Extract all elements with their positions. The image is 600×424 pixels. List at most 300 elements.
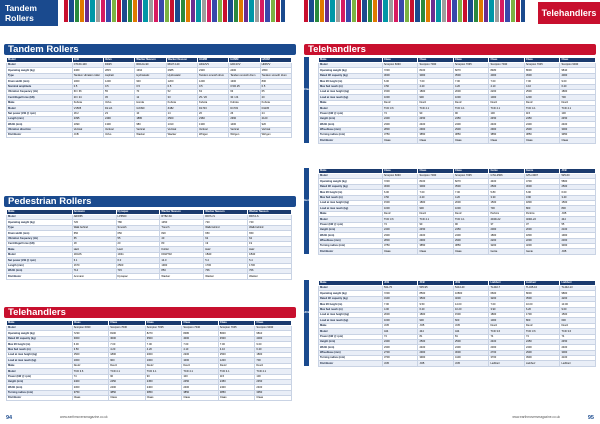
category-tab xyxy=(90,0,94,22)
table-cell: Hatz xyxy=(116,247,160,252)
category-tab xyxy=(421,0,425,22)
table-cell: Genie xyxy=(489,249,525,254)
row-label: Load at max height (kg) xyxy=(319,312,383,317)
table-cell: Claas xyxy=(418,249,454,254)
row-label: Max fwd reach (m) xyxy=(319,195,383,200)
table-cell: 2120 xyxy=(260,116,291,121)
telehandlers-table-1 xyxy=(318,57,596,144)
table-header-cell: Genie xyxy=(524,169,560,174)
row-label: Wheelbase (mm) xyxy=(319,350,383,355)
table-cell: 1000 xyxy=(382,95,418,100)
row-label: Load at max reach (kg) xyxy=(319,206,383,211)
row-label: Load at max height (kg) xyxy=(319,200,383,205)
table-cell: 70 xyxy=(135,89,166,94)
row-label: Operating weight (kg) xyxy=(319,291,383,296)
table-cell: 2450 xyxy=(453,116,489,121)
category-tab xyxy=(128,0,132,22)
table-cell: 52 xyxy=(166,89,197,94)
table-header-cell: Liebherr xyxy=(489,281,525,286)
table-cell: 540-140 xyxy=(453,286,489,291)
table-header-cell: HAMM xyxy=(198,58,229,63)
table-cell: 2400 xyxy=(453,122,489,127)
table-cell: GX390 xyxy=(135,106,166,111)
table-cell: 2450 xyxy=(255,379,292,384)
table-header-label: Model xyxy=(7,58,73,63)
table-cell: 3.90 xyxy=(524,195,560,200)
table-cell: 3700 xyxy=(489,356,525,361)
table-cell: 4.20 xyxy=(453,84,489,89)
table-cell: 74 xyxy=(382,222,418,227)
table-cell: 4.10 xyxy=(218,347,255,352)
row-label: Turning radius (mm) xyxy=(7,390,73,395)
category-tab xyxy=(405,0,409,22)
row-label: Distributor xyxy=(319,361,383,366)
table-cell: 2450 xyxy=(218,379,255,384)
table-header-label: Make xyxy=(319,169,383,174)
table-cell: 2900 xyxy=(524,350,560,355)
table-cell: 2400 xyxy=(418,233,454,238)
category-tab xyxy=(474,0,478,22)
table-cell: Scorpion 7030 xyxy=(418,174,454,179)
table-cell: 706 xyxy=(204,268,248,273)
table-cell: Hatz xyxy=(72,247,116,252)
category-tab xyxy=(212,0,216,22)
table-cell: 1800 xyxy=(489,312,525,317)
category-tab xyxy=(186,0,190,22)
table-cell: 6.00 xyxy=(560,190,596,195)
row-label: Model xyxy=(7,326,73,331)
table-cell: 3500 xyxy=(418,296,454,301)
table-cell: Genie xyxy=(524,249,560,254)
table-cell: 3000 xyxy=(382,184,418,189)
table-cell: 5.4 xyxy=(204,258,248,263)
row-label: Height (mm) xyxy=(319,227,383,232)
table-cell: 9.00 xyxy=(560,307,596,312)
table-cell: 2000 xyxy=(453,200,489,205)
table-cell: 13.00 xyxy=(560,302,596,307)
category-tab xyxy=(442,0,446,22)
row-label: Type xyxy=(7,73,73,78)
table-cell: 0.5/0.25 xyxy=(229,84,260,89)
category-tab xyxy=(357,0,361,22)
table-cell: 2450 xyxy=(418,227,454,232)
table-header-cell: JCB xyxy=(560,169,596,174)
table-cell: Wacker xyxy=(135,133,166,138)
table-cell: 3300 xyxy=(560,244,596,249)
table-cell: Scorpion 6030 xyxy=(382,174,418,179)
table-cell: 1300 xyxy=(229,79,260,84)
table-cell: Trench xyxy=(160,225,204,230)
table-cell: 1000 xyxy=(182,358,219,363)
table-cell: 6.20 xyxy=(255,347,292,352)
table-cell: 2400 xyxy=(109,385,146,390)
table-cell: Deutz xyxy=(72,363,109,368)
table-cell: 2400 xyxy=(382,227,418,232)
table-cell: 2000 xyxy=(145,352,182,357)
table-cell: 3500 xyxy=(524,296,560,301)
table-cell: Deutz xyxy=(489,323,525,328)
table-cell: 531-70 xyxy=(382,286,418,291)
table-cell: 1700 xyxy=(524,312,560,317)
category-tab xyxy=(315,0,319,22)
table-cell: Scorpion 7030 xyxy=(109,326,146,331)
table-cell: 6.20 xyxy=(560,84,596,89)
table-cell: 1800 xyxy=(418,200,454,205)
category-tab-strip xyxy=(304,0,534,22)
table-row xyxy=(7,133,292,138)
table-cell: 0.5 xyxy=(104,84,135,89)
table-cell: 90 xyxy=(418,222,454,227)
table-cell: Scorpion 7045 xyxy=(218,326,255,331)
table-cell: Deutz xyxy=(418,211,454,216)
table-cell: 6.00 xyxy=(382,190,418,195)
table-cell: 7230 xyxy=(382,68,418,73)
row-label: Rated lift capacity (kg) xyxy=(319,73,383,78)
table-cell: 2360 xyxy=(198,116,229,121)
table-cell: 1090 xyxy=(72,122,103,127)
table-cell: 9.00 xyxy=(255,342,292,347)
category-tab xyxy=(389,0,393,22)
table-cell: 81 xyxy=(453,334,489,339)
table-cell: 3000 xyxy=(109,336,146,341)
row-label: Operating weight (kg) xyxy=(7,68,73,73)
table-cell: Vertical xyxy=(104,127,135,132)
table-cell: 8500 xyxy=(418,291,454,296)
row-label: Power (kW @ rpm) xyxy=(7,374,73,379)
category-tab xyxy=(276,0,280,22)
table-cell: 2900 xyxy=(489,127,525,132)
table-cell: 1310 xyxy=(166,122,197,127)
table-cell: Claas xyxy=(218,396,255,401)
category-tab xyxy=(484,0,488,22)
table-header-cell: Wacker Neuson xyxy=(248,210,292,215)
tandem-rollers-table xyxy=(6,57,292,138)
category-tab xyxy=(244,0,248,22)
table-cell: 2300 xyxy=(382,122,418,127)
table-header-cell: Claas xyxy=(560,58,596,63)
table-cell: Scorpion 7040 xyxy=(182,326,219,331)
table-cell: Scorpion 7045 xyxy=(524,63,560,68)
table-cell: 1800 xyxy=(489,233,525,238)
table-cell: 33 xyxy=(166,95,197,100)
table-cell: 7.00 xyxy=(453,79,489,84)
table-cell: 4.10 xyxy=(524,84,560,89)
table-header-cell: JCB xyxy=(382,281,418,286)
table-cell: 7.00 xyxy=(182,342,219,347)
table-cell: 6.90 xyxy=(524,190,560,195)
table-cell: 2330 xyxy=(198,68,229,73)
category-tab xyxy=(207,0,211,22)
table-cell: 9810 xyxy=(255,331,292,336)
table-cell: V1505 xyxy=(72,106,103,111)
category-tab xyxy=(336,0,340,22)
table-cell: 0.5 xyxy=(72,84,103,89)
table-cell: Scorpion 7030 xyxy=(418,63,454,68)
table-cell: Hydrostatic xyxy=(135,73,166,78)
table-cell: 2500 xyxy=(489,184,525,189)
table-cell: Vertical xyxy=(198,127,229,132)
footer-text: www.earthmoversmagazine.co.uk xyxy=(512,415,560,419)
brand-sidebar xyxy=(304,280,309,366)
table-cell: 3850 xyxy=(418,244,454,249)
table-cell: 3850 xyxy=(418,133,454,138)
category-tab xyxy=(511,0,515,22)
table-cell: 1000 xyxy=(453,206,489,211)
table-cell: 2900 xyxy=(418,350,454,355)
table-cell: 720 xyxy=(72,220,116,225)
table-cell: 4500 xyxy=(218,336,255,341)
table-cell: KDW702 xyxy=(160,252,204,257)
table-cell: 650 xyxy=(116,231,160,236)
table-cell: Ammann xyxy=(72,274,116,279)
table-cell: TCD 3.6 xyxy=(524,329,560,334)
row-label: Model xyxy=(319,329,383,334)
table-cell: Claas xyxy=(382,249,418,254)
table-cell: 3950 xyxy=(255,390,292,395)
table-cell: JCB xyxy=(382,323,418,328)
table-cell: 2500 xyxy=(524,89,560,94)
table-header-cell: JCB xyxy=(72,58,103,63)
table-cell: 714 xyxy=(72,268,116,273)
table-cell: DD25 xyxy=(104,63,135,68)
table-cell: 14.0 xyxy=(160,258,204,263)
table-cell: 800 xyxy=(260,79,291,84)
table-cell: 2400 xyxy=(418,345,454,350)
table-cell: Scorpion 9040 xyxy=(560,63,596,68)
table-cell: 3100 xyxy=(382,296,418,301)
table-cell: 2300 xyxy=(560,238,596,243)
row-label: Make xyxy=(7,363,73,368)
row-label: Centrifugal force (kN) xyxy=(7,241,73,246)
table-cell: 1000 xyxy=(72,358,109,363)
table-cell: 2000 xyxy=(489,227,525,232)
category-tab xyxy=(458,0,462,22)
table-cell: 2500 xyxy=(218,352,255,357)
category-tab xyxy=(410,0,414,22)
row-label: Turning radius (mm) xyxy=(319,133,383,138)
row-label: Make xyxy=(7,247,73,252)
category-tab xyxy=(489,0,493,22)
table-cell: Liebherr xyxy=(560,361,596,366)
table-cell: 715 xyxy=(116,268,160,273)
table-cell: Wirtgen xyxy=(198,133,229,138)
table-cell: 3.30 xyxy=(489,195,525,200)
table-cell: 1B40 xyxy=(204,252,248,257)
sidebar-label: Claas xyxy=(304,87,312,91)
category-tab xyxy=(159,0,163,22)
table-cell: Scorpion 7035 xyxy=(453,63,489,68)
table-cell: 2300 xyxy=(382,233,418,238)
table-cell: 1200 xyxy=(218,358,255,363)
category-tab xyxy=(133,0,137,22)
table-cell: 2700 xyxy=(489,350,525,355)
table-cell: 8100 xyxy=(418,179,454,184)
table-cell: 2800 xyxy=(382,238,418,243)
row-label: Nominal amplitude xyxy=(7,84,73,89)
table-cell: 920 xyxy=(260,122,291,127)
table-cell: 2300 xyxy=(489,345,525,350)
table-cell: 2400 xyxy=(255,385,292,390)
table-cell: Claas xyxy=(453,138,489,143)
row-label: Distributor xyxy=(7,274,73,279)
table-cell: 3.50 xyxy=(382,84,418,89)
table-cell: 444 xyxy=(382,329,418,334)
row-label: Vibration frequency (Hz) xyxy=(7,89,73,94)
table-cell: Scorpion 7035 xyxy=(453,174,489,179)
table-cell: 2685 xyxy=(166,68,197,73)
category-tab xyxy=(325,0,329,22)
table-cell: Claas xyxy=(524,138,560,143)
table-cell: 90 xyxy=(418,111,454,116)
table-cell: 3.40 xyxy=(560,195,596,200)
category-tab xyxy=(373,0,377,22)
table-cell: LP6500 xyxy=(116,215,160,220)
table-cell: 1900 xyxy=(160,263,204,268)
table-header-cell: HAMM xyxy=(229,58,260,63)
table-cell: GTH-2506 xyxy=(489,174,525,179)
table-cell: 3850 xyxy=(453,133,489,138)
row-label: Rated lift capacity (kg) xyxy=(7,336,73,341)
table-cell: 2500 xyxy=(116,263,160,268)
table-cell: 4.20 xyxy=(453,195,489,200)
table-cell: 2450 xyxy=(560,339,596,344)
table-cell: 1364 xyxy=(135,68,166,73)
table-cell: 5800 xyxy=(560,179,596,184)
table-cell: 2700 xyxy=(382,350,418,355)
table-cell: TCD 4.1 xyxy=(218,369,255,374)
table-cell: Wacker xyxy=(166,133,197,138)
table-cell: 3750 xyxy=(382,133,418,138)
table-cell: 2200 xyxy=(489,89,525,94)
table-cell: 720 xyxy=(204,220,248,225)
table-cell: Claas xyxy=(418,138,454,143)
table-cell: Deutz xyxy=(182,363,219,368)
table-cell: TCD 3.6 xyxy=(489,329,525,334)
table-cell: HD8VV xyxy=(260,63,291,68)
category-tab xyxy=(399,0,403,22)
table-cell: 24 xyxy=(260,111,291,116)
table-cell: Kubota xyxy=(260,100,291,105)
table-header-cell: Ammann xyxy=(72,210,116,215)
table-header-cell: JCB xyxy=(418,281,454,286)
category-tab xyxy=(106,0,110,22)
table-cell: 1000 xyxy=(145,358,182,363)
table-header-cell: HAMM xyxy=(260,58,291,63)
table-cell: GTH-3007 xyxy=(524,174,560,179)
table-cell: 700 xyxy=(255,358,292,363)
table-cell: 2400 xyxy=(145,385,182,390)
row-label: Vibration direction xyxy=(7,127,73,132)
row-label: Type xyxy=(7,225,73,230)
table-cell: Deutz xyxy=(218,363,255,368)
table-cell: Volvo xyxy=(104,133,135,138)
table-cell: 3950 xyxy=(560,133,596,138)
category-tab xyxy=(223,0,227,22)
table-cell: 1D41 xyxy=(116,252,160,257)
table-cell: 20 xyxy=(116,241,160,246)
category-tab xyxy=(96,0,100,22)
table-cell: Perkins xyxy=(524,211,560,216)
table-cell: 4700 xyxy=(524,179,560,184)
table-cell: 1500 xyxy=(560,200,596,205)
row-label: Turning radius (mm) xyxy=(319,244,383,249)
table-cell: Deutz xyxy=(382,211,418,216)
table-cell: 90 xyxy=(453,111,489,116)
category-tab xyxy=(320,0,324,22)
table-cell: 14.00 xyxy=(453,302,489,307)
category-tab xyxy=(228,0,232,22)
table-cell: 1800 xyxy=(255,352,292,357)
table-cell: Claas xyxy=(72,396,109,401)
row-label: Model xyxy=(319,63,383,68)
table-cell: 3900 xyxy=(418,356,454,361)
table-cell: 1400 xyxy=(229,122,260,127)
table-cell: Scorpion 6030 xyxy=(72,326,109,331)
table-cell: Deutz xyxy=(255,363,292,368)
table-header-label: Make xyxy=(7,210,73,215)
category-tab xyxy=(149,0,153,22)
table-header-label: Make xyxy=(319,58,383,63)
row-label: Model xyxy=(319,217,383,222)
table-cell: Scorpion 9040 xyxy=(255,326,292,331)
table-cell: 2400 xyxy=(524,345,560,350)
table-cell: 3000 xyxy=(524,184,560,189)
table-cell: 3000 xyxy=(560,127,596,132)
table-cell: JCB xyxy=(453,323,489,328)
table-cell: 600 xyxy=(560,318,596,323)
table-cell: TCD 3.6 xyxy=(560,329,596,334)
table-cell: Walk behind xyxy=(72,225,116,230)
table-cell: 14 xyxy=(166,111,197,116)
table-cell: 2300 xyxy=(72,385,109,390)
table-cell: Z482 xyxy=(166,106,197,111)
table-cell: 8000 xyxy=(524,291,560,296)
table-cell: 3.90 xyxy=(489,307,525,312)
table-header-cell: Claas xyxy=(182,321,219,326)
category-tab xyxy=(260,0,264,22)
table-cell: 0.5 xyxy=(198,84,229,89)
row-label: Model xyxy=(7,369,73,374)
row-label: Drum width (mm) xyxy=(7,231,73,236)
table-cell: 1000 xyxy=(489,95,525,100)
category-tab xyxy=(69,0,73,22)
table-cell: 3200 xyxy=(524,244,560,249)
table-cell: 10.20 xyxy=(453,307,489,312)
table-cell: 2450 xyxy=(489,116,525,121)
category-tab xyxy=(281,0,285,22)
table-cell: TCD 4.1 xyxy=(109,369,146,374)
table-cell: 2400 xyxy=(489,122,525,127)
pedestrian-rollers-table xyxy=(6,209,292,280)
table-cell: 706 xyxy=(248,268,292,273)
table-cell: 800 xyxy=(560,206,596,211)
table-header-cell: Claas xyxy=(145,321,182,326)
table-cell: TCD 4.1 xyxy=(145,369,182,374)
category-tab xyxy=(122,0,126,22)
table-cell: TL432-7 xyxy=(489,286,525,291)
table-cell: 6.20 xyxy=(418,307,454,312)
table-cell: TCD 4.1 xyxy=(418,106,454,111)
table-cell: 3000 xyxy=(382,73,418,78)
table-cell: 19 xyxy=(248,241,292,246)
table-cell: 2400 xyxy=(524,122,560,127)
table-cell: 7.00 xyxy=(145,342,182,347)
table-cell: 20 xyxy=(260,95,291,100)
section-header-telehandlers: Telehandlers xyxy=(304,44,596,55)
table-cell: 100 xyxy=(255,374,292,379)
row-label: Centrifugal force (kN) xyxy=(7,95,73,100)
table-cell: 5.4 xyxy=(248,258,292,263)
